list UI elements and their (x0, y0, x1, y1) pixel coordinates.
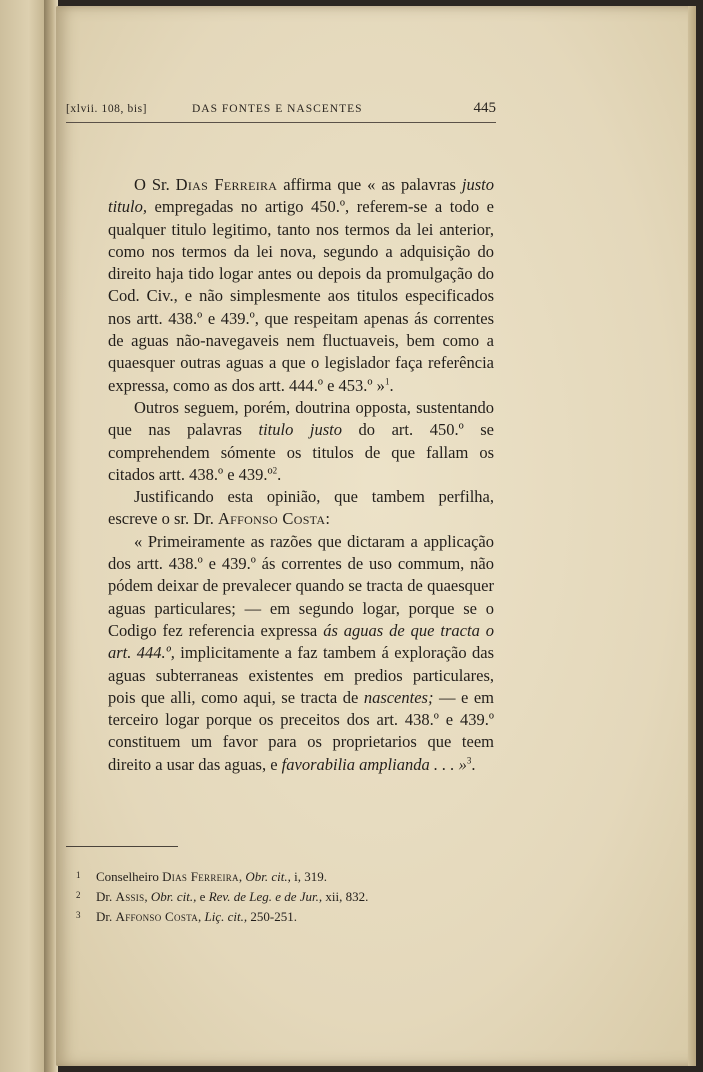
footnote-number: 1 (76, 870, 81, 880)
footnote-number: 2 (76, 890, 81, 900)
page-number: 445 (473, 100, 496, 116)
text-run: , (238, 869, 246, 884)
text-run: : (325, 509, 330, 529)
text-run: Dr. (96, 909, 116, 924)
italic-term: justo titulo, (108, 175, 494, 217)
text-run: 250-251. (247, 909, 297, 924)
author-name: Dias Ferreira (175, 175, 278, 194)
paragraph-4-quote (108, 531, 494, 776)
paragraph-3 (108, 486, 494, 531)
text-run: . (389, 375, 394, 395)
text-run: do art. 450.º se comprehendem sómente os titulos de que fallam os citados artt. 438.º e 439.º (108, 420, 494, 484)
running-header (66, 100, 496, 123)
paragraph-1 (108, 174, 494, 397)
text-run: Dr. (96, 889, 116, 904)
work-title: Rev. de Leg. e de Jur., (208, 889, 323, 904)
footnote-ref[interactable]: 3 (466, 755, 472, 766)
page-edge (688, 6, 696, 1066)
text-run: « Primeiramente as razões que dictaram a applicação dos artt. 438.º e 439.º ás correntes de uso commum, não pódem deixar de prevalecer quando se tracta de quaesquer aguas particulares; — em segundo logar, porque se o Codigo fez referencia expressa (108, 531, 494, 640)
header-section-reference: [xlvii. 108, bis] (66, 103, 148, 115)
italic-term: titulo justo (258, 420, 342, 440)
footnote-separator (66, 846, 178, 847)
text-run: O Sr. (134, 175, 176, 194)
text-run: . (471, 754, 476, 774)
text-run: implicitamente a faz tambem á exploração das aguas subterraneas existentes em predios particulares, pois que alli, como aqui, se tracta de (108, 643, 494, 707)
author-name: Assis (115, 889, 145, 904)
work-title: Obr. cit., (150, 889, 197, 904)
footnote-ref[interactable]: 1 (384, 376, 390, 387)
text-run: , (144, 889, 151, 904)
italic-term: a . . . » (421, 754, 467, 774)
footnote-number: 3 (76, 910, 81, 920)
footnotes (76, 866, 496, 926)
author-name: Affonso Costa (115, 909, 199, 924)
italic-term: favorabilia ampliand (281, 754, 422, 774)
paragraph-2 (108, 397, 494, 486)
text-run: Outros seguem, porém, doutrina opposta, sustentando que nas palavras (108, 397, 494, 440)
footnote-2 (76, 886, 496, 906)
text-run: affirma que « as palavras (277, 175, 462, 194)
italic-term: nascentes; (363, 687, 434, 707)
footnote-ref[interactable]: 2 (272, 465, 278, 476)
text-run: Justificando esta opinião, que tambem perfilha, escreve o sr. Dr. (108, 487, 494, 529)
body-text (108, 174, 494, 776)
text-run: . (277, 464, 282, 484)
italic-term: ás aguas de que tracta o art. 444.º, (108, 620, 494, 663)
text-run: , (198, 909, 205, 924)
work-title: Obr. cit., (245, 869, 291, 884)
text-run: e (196, 889, 209, 904)
author-name: Dias Ferreira (162, 869, 239, 884)
header-chapter-title: DAS FONTES E NASCENTES (192, 103, 363, 115)
text-run: — e em terceiro logar porque os preceitos dos art. 438.º e 439.º constituem um favor para os proprietarios que teem direito a usar das aguas, e (108, 687, 494, 774)
footnote-3 (76, 906, 496, 926)
text-run: Conselheiro (96, 869, 163, 884)
text-run: i, 319. (290, 869, 327, 884)
text-run: xii, 832. (322, 889, 369, 904)
footnote-1 (76, 866, 496, 886)
work-title: Liç. cit., (204, 909, 248, 924)
text-run: empregadas no artigo 450.º, referem-se a todo e qualquer titulo legitimo, tanto nos termos da lei anterior, como nos termos da lei nova, segundo a adquisição do direito haja tido logar antes ou depois da promulgação do Cod. Civ., e não simplesmente aos titulos especificados nos artt. 438.º e 439.º, que respeitam apenas ás correntes de aguas não-navegaveis nem fluctuaveis, bem como a quaesquer outras aguas a que o legislador faça referência expressa, como as dos artt. 444.º e 453.º » (108, 197, 494, 395)
author-name: Affonso Costa (217, 509, 326, 529)
